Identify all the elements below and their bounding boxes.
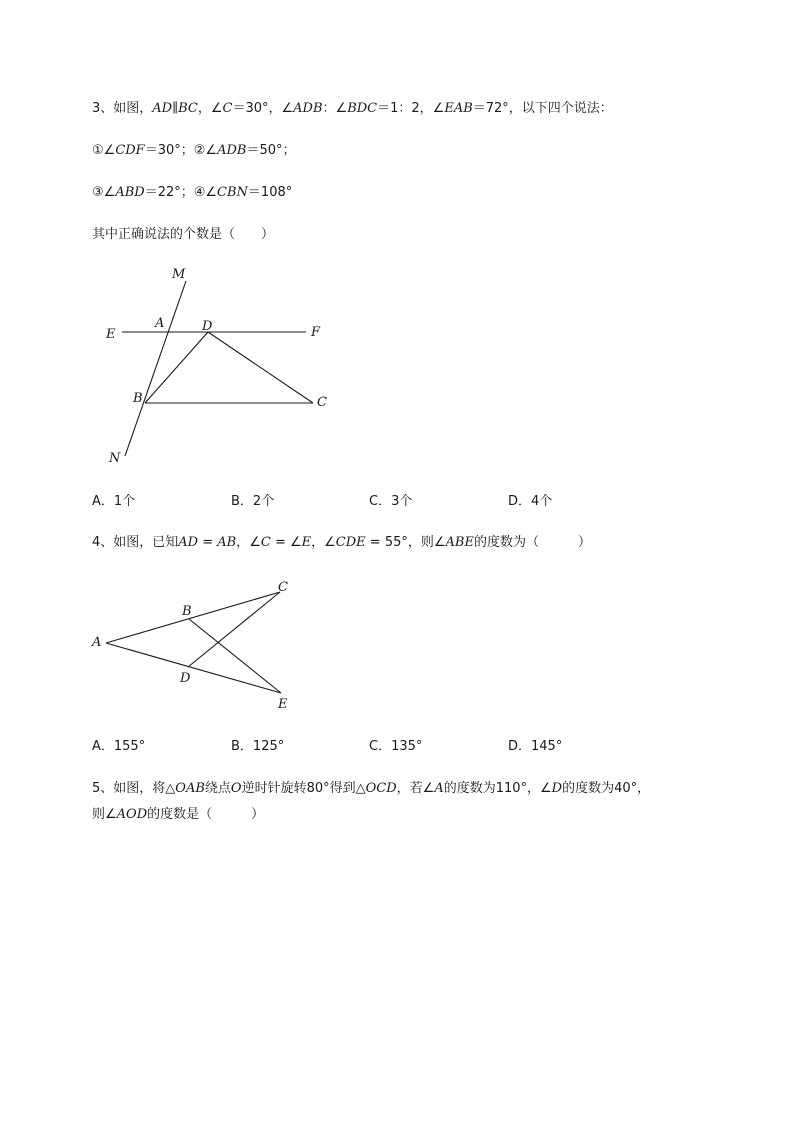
- math-segment: C: [222, 101, 233, 116]
- q3-statements-3-4: [92, 184, 292, 202]
- segment-ac: [106, 592, 280, 643]
- math-segment: O: [230, 781, 242, 796]
- label-n: N: [109, 451, 121, 466]
- math-segment: ADB: [217, 143, 247, 158]
- math-segment: EAB: [444, 101, 473, 116]
- option-b[interactable]: B．2个: [231, 494, 275, 509]
- option-a[interactable]: A．155°: [92, 739, 146, 754]
- option-a[interactable]: A．1个: [92, 494, 136, 509]
- text-segment: 的度数为110°，∠: [443, 781, 552, 796]
- text-segment: ，∠: [197, 101, 223, 116]
- label-c: C: [317, 395, 327, 410]
- text-segment: ＝108°: [247, 185, 293, 200]
- text-segment: 3、如图，: [92, 101, 153, 116]
- segment-ae: [106, 643, 281, 693]
- math-segment: C: [260, 535, 271, 550]
- math-segment: OCD: [365, 781, 397, 796]
- label-b: B: [182, 604, 192, 619]
- segment-dc: [208, 332, 313, 403]
- math-segment: D: [551, 781, 563, 796]
- label-e: E: [106, 327, 116, 342]
- text-segment: ，若∠: [396, 781, 435, 796]
- text-segment: = 55°，则∠: [365, 535, 446, 550]
- text-segment: ③∠: [92, 185, 116, 200]
- q3-statements-1-2: [92, 142, 295, 160]
- math-segment: AD∥BC: [152, 101, 198, 116]
- text-segment: ＝30°；②∠: [144, 143, 218, 158]
- text-segment: 的度数为40°，: [562, 781, 651, 796]
- text-segment: ＝30°，∠: [232, 101, 294, 116]
- label-e: E: [278, 697, 288, 712]
- math-segment: E: [301, 535, 312, 550]
- segment-bd: [145, 332, 208, 403]
- q3-stem-line1: [92, 100, 613, 118]
- label-a: A: [92, 635, 102, 650]
- math-segment: A: [434, 781, 444, 796]
- segment-be: [189, 619, 281, 693]
- segment-dc: [188, 592, 280, 667]
- q5-stem-line2: [92, 806, 264, 824]
- math-segment: AOD: [116, 807, 148, 822]
- math-segment: CDF: [115, 143, 145, 158]
- option-c[interactable]: C．135°: [369, 739, 423, 754]
- math-segment: CDE: [335, 535, 366, 550]
- text-segment: 的度数是（ ）: [147, 807, 265, 822]
- label-f: F: [311, 325, 321, 340]
- option-d[interactable]: D．145°: [508, 739, 563, 754]
- q5-stem-line1: [92, 780, 650, 798]
- label-b: B: [133, 391, 143, 406]
- option-c[interactable]: C．3个: [369, 494, 413, 509]
- text-segment: 则∠: [92, 807, 117, 822]
- math-segment: ABE: [445, 535, 474, 550]
- text-segment: 4、如图，已知: [92, 535, 179, 550]
- label-m: M: [172, 267, 186, 282]
- text-segment: =: [198, 535, 218, 550]
- math-segment: CBN: [217, 185, 248, 200]
- text-segment: 5、如图，将△: [92, 781, 176, 796]
- math-segment: AD: [178, 535, 199, 550]
- option-b[interactable]: B．125°: [231, 739, 285, 754]
- label-d: D: [202, 319, 213, 334]
- text-segment: ：∠: [322, 101, 348, 116]
- q3-prompt: 其中正确说法的个数是（ ）: [92, 227, 275, 242]
- option-d[interactable]: D．4个: [508, 494, 553, 509]
- line-mn: [125, 281, 186, 456]
- math-segment: BDC: [347, 101, 378, 116]
- text-segment: 的度数为（ ）: [473, 535, 591, 550]
- text-segment: 绕点: [204, 781, 231, 796]
- q4-stem: [92, 534, 591, 552]
- label-a: A: [155, 316, 165, 331]
- text-segment: ＝1：2，∠: [377, 101, 445, 116]
- math-segment: ADB: [293, 101, 323, 116]
- text-segment: ①∠: [92, 143, 116, 158]
- text-segment: 逆时针旋转80°得到△: [241, 781, 366, 796]
- math-segment: OAB: [175, 781, 205, 796]
- text-segment: ，∠: [236, 535, 261, 550]
- text-segment: ，∠: [311, 535, 336, 550]
- text-segment: ＝50°；: [246, 143, 296, 158]
- label-d: D: [180, 671, 191, 686]
- math-segment: ABD: [115, 185, 145, 200]
- math-segment: AB: [217, 535, 237, 550]
- label-c: C: [278, 580, 288, 595]
- text-segment: ＝22°；④∠: [144, 185, 218, 200]
- text-segment: ＝72°，以下四个说法：: [472, 101, 613, 116]
- text-segment: = ∠: [270, 535, 302, 550]
